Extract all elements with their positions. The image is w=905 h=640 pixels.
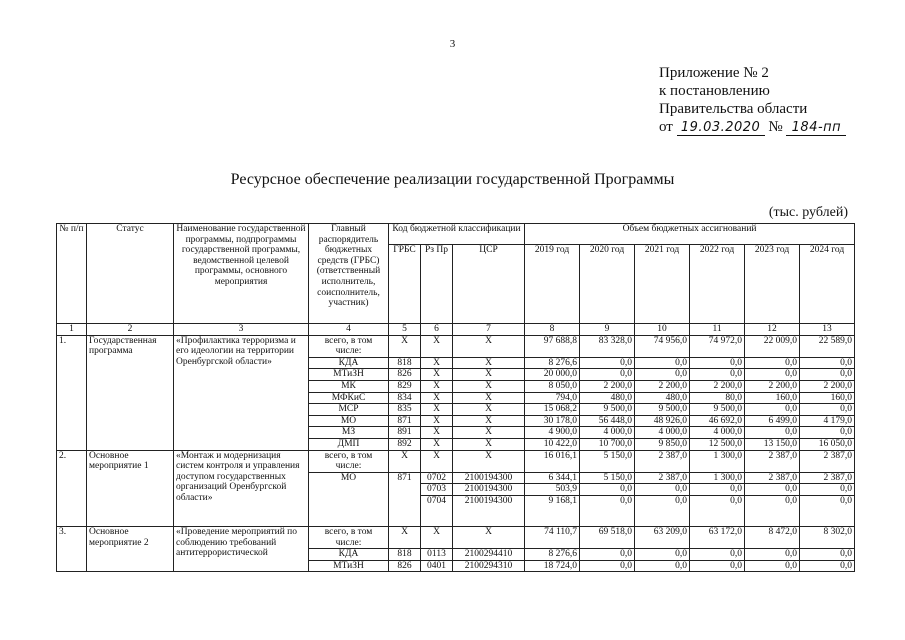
value-cell: 9 500,0 [580,404,635,416]
value-cell: 2 387,0 [745,472,800,484]
csr-cell: 2100194300 [453,484,525,496]
value-cell: 0,0 [800,357,855,369]
value-cell: 1 300,0 [690,450,745,472]
value-cell: 0,0 [635,495,690,526]
rzpr-cell: Х [421,415,453,427]
value-cell: 794,0 [525,392,580,404]
rzpr-cell: Х [421,380,453,392]
value-cell: 30 178,0 [525,415,580,427]
row-name: «Монтаж и модернизация систем контроля и управления доступом государственных организаций Оренбургской области» [174,450,309,526]
table-row [57,526,855,548]
row-name: «Профилактика терроризма и его идеологии на территории Оренбургской области» [174,335,309,450]
grbs-code-cell: 834 [389,392,421,404]
value-cell: 0,0 [580,495,635,526]
row-number: 2. [57,450,87,526]
value-cell: 10 422,0 [525,438,580,450]
appendix-date-line [659,118,846,136]
csr-cell: Х [453,335,525,357]
header-grbs-code: ГРБС [389,245,421,324]
column-number-row [57,324,855,336]
grbs-cell [309,484,389,496]
column-number: 3 [174,324,309,336]
value-cell: 6 344,1 [525,472,580,484]
header-grbs: Главный распорядитель бюджетных средств (ГРБС) (ответственный исполнитель, соисполнитель, участник) [309,224,389,324]
row-name: «Проведение мероприятий по соблюдению требований антитеррористической [174,526,309,571]
grbs-code-cell: Х [389,526,421,548]
value-cell: 0,0 [800,549,855,561]
header-rzpr: Рз Пр [421,245,453,324]
value-cell: 0,0 [635,357,690,369]
value-cell: 2 387,0 [800,472,855,484]
resource-table [56,223,855,572]
value-cell: 18 724,0 [525,560,580,572]
csr-cell: 2100194300 [453,495,525,526]
value-cell: 4 000,0 [580,427,635,439]
column-number: 11 [690,324,745,336]
grbs-code-cell [389,495,421,526]
value-cell: 63 172,0 [690,526,745,548]
value-cell: 5 150,0 [580,450,635,472]
value-cell: 0,0 [800,369,855,381]
value-cell: 0,0 [800,495,855,526]
value-cell: 480,0 [635,392,690,404]
value-cell: 0,0 [580,560,635,572]
value-cell: 0,0 [635,369,690,381]
grbs-cell: всего, в том числе: [309,335,389,357]
date-prefix: от [659,119,673,135]
grbs-cell: КДА [309,549,389,561]
csr-cell: Х [453,404,525,416]
value-cell: 2 200,0 [745,380,800,392]
header-code-group: Код бюджетной классификации [389,224,525,245]
column-number: 6 [421,324,453,336]
value-cell: 8 302,0 [800,526,855,548]
value-cell: 0,0 [745,357,800,369]
column-number: 2 [87,324,174,336]
value-cell: 13 150,0 [745,438,800,450]
row-status: Основное мероприятие 1 [87,450,174,526]
value-cell: 74 956,0 [635,335,690,357]
handwritten-number: 184-пп [786,121,846,136]
rzpr-cell: 0703 [421,484,453,496]
value-cell: 1 300,0 [690,472,745,484]
csr-cell: Х [453,392,525,404]
value-cell: 8 276,6 [525,549,580,561]
value-cell: 2 200,0 [580,380,635,392]
value-cell: 0,0 [745,495,800,526]
grbs-cell: МЗ [309,427,389,439]
table-row [57,450,855,472]
value-cell: 0,0 [635,549,690,561]
value-cell: 8 276,6 [525,357,580,369]
value-cell: 0,0 [800,404,855,416]
value-cell: 0,0 [690,549,745,561]
value-cell: 4 000,0 [690,427,745,439]
rzpr-cell: Х [421,335,453,357]
value-cell: 0,0 [580,549,635,561]
value-cell: 503,9 [525,484,580,496]
grbs-code-cell: 818 [389,357,421,369]
rzpr-cell: Х [421,392,453,404]
value-cell: 12 500,0 [690,438,745,450]
value-cell: 8 472,0 [745,526,800,548]
document-title: Ресурсное обеспечение реализации государственной Программы [230,171,675,188]
grbs-cell: всего, в том числе: [309,450,389,472]
value-cell: 16 050,0 [800,438,855,450]
rzpr-cell: 0704 [421,495,453,526]
rzpr-cell: 0702 [421,472,453,484]
value-cell: 0,0 [690,484,745,496]
value-cell: 74 972,0 [690,335,745,357]
value-cell: 0,0 [690,369,745,381]
csr-cell: 2100194300 [453,472,525,484]
value-cell: 2 387,0 [745,450,800,472]
rzpr-cell: Х [421,357,453,369]
header-year: 2023 год [745,245,800,324]
grbs-code-cell: 829 [389,380,421,392]
value-cell: 69 518,0 [580,526,635,548]
value-cell: 0,0 [800,560,855,572]
value-cell: 0,0 [635,484,690,496]
header-num: № п/п [57,224,87,324]
column-number: 12 [745,324,800,336]
value-cell: 4 900,0 [525,427,580,439]
column-number: 13 [800,324,855,336]
rzpr-cell: 0401 [421,560,453,572]
column-number: 1 [57,324,87,336]
value-cell: 97 688,8 [525,335,580,357]
csr-cell: Х [453,427,525,439]
header-csr: ЦСР [453,245,525,324]
appendix-line-3: Правительства области [659,101,808,117]
value-cell: 20 000,0 [525,369,580,381]
value-cell: 22 589,0 [800,335,855,357]
value-cell: 6 499,0 [745,415,800,427]
value-cell: 0,0 [745,549,800,561]
rzpr-cell: Х [421,526,453,548]
value-cell: 0,0 [635,560,690,572]
value-cell: 9 850,0 [635,438,690,450]
grbs-cell: МФКиС [309,392,389,404]
grbs-cell: МК [309,380,389,392]
grbs-code-cell: 818 [389,549,421,561]
grbs-cell: ДМП [309,438,389,450]
grbs-code-cell: 826 [389,369,421,381]
value-cell: 83 328,0 [580,335,635,357]
column-number: 10 [635,324,690,336]
header-year: 2024 год [800,245,855,324]
value-cell: 8 050,0 [525,380,580,392]
appendix-line-1: Приложение № 2 [659,65,769,81]
value-cell: 2 200,0 [635,380,690,392]
value-cell: 2 200,0 [800,380,855,392]
csr-cell: Х [453,438,525,450]
value-cell: 0,0 [580,484,635,496]
column-number: 8 [525,324,580,336]
value-cell: 46 692,0 [690,415,745,427]
row-status: Государственная программа [87,335,174,450]
units-label: (тыс. рублей) [768,205,848,220]
grbs-code-cell: 892 [389,438,421,450]
column-number: 4 [309,324,389,336]
grbs-code-cell: 891 [389,427,421,439]
value-cell: 2 387,0 [800,450,855,472]
header-status: Статус [87,224,174,324]
csr-cell: 2100294310 [453,560,525,572]
value-cell: 160,0 [745,392,800,404]
csr-cell: Х [453,415,525,427]
grbs-cell [309,495,389,526]
column-number: 7 [453,324,525,336]
value-cell: 48 926,0 [635,415,690,427]
rzpr-cell: Х [421,450,453,472]
value-cell: 160,0 [800,392,855,404]
grbs-cell: КДА [309,357,389,369]
value-cell: 0,0 [690,495,745,526]
value-cell: 0,0 [745,484,800,496]
grbs-cell: всего, в том числе: [309,526,389,548]
value-cell: 74 110,7 [525,526,580,548]
csr-cell: 2100294410 [453,549,525,561]
value-cell: 9 500,0 [635,404,690,416]
header-name: Наименование государственной программы, подпрограммы государственной программы, ведомственной целевой программы, основного мероприятия [174,224,309,324]
header-year: 2022 год [690,245,745,324]
handwritten-date: 19.03.2020 [677,121,765,136]
value-cell: 16 016,1 [525,450,580,472]
value-cell: 2 387,0 [635,450,690,472]
value-cell: 2 387,0 [635,472,690,484]
grbs-cell: МТиЗН [309,560,389,572]
value-cell: 22 009,0 [745,335,800,357]
value-cell: 0,0 [690,560,745,572]
value-cell: 0,0 [745,560,800,572]
value-cell: 9 500,0 [690,404,745,416]
value-cell: 0,0 [745,404,800,416]
value-cell: 5 150,0 [580,472,635,484]
grbs-code-cell: 826 [389,560,421,572]
header-year: 2019 год [525,245,580,324]
value-cell: 0,0 [800,484,855,496]
csr-cell: Х [453,357,525,369]
grbs-code-cell: 871 [389,415,421,427]
value-cell: 9 168,1 [525,495,580,526]
rzpr-cell: Х [421,404,453,416]
value-cell: 0,0 [745,427,800,439]
rzpr-cell: Х [421,427,453,439]
value-cell: 56 448,0 [580,415,635,427]
csr-cell: Х [453,369,525,381]
grbs-code-cell: Х [389,450,421,472]
page-number: 3 [449,38,456,50]
value-cell: 0,0 [800,427,855,439]
value-cell: 4 000,0 [635,427,690,439]
rzpr-cell: 0113 [421,549,453,561]
grbs-code-cell [389,484,421,496]
header-year: 2021 год [635,245,690,324]
column-number: 5 [389,324,421,336]
column-number: 9 [580,324,635,336]
value-cell: 4 179,0 [800,415,855,427]
grbs-code-cell: Х [389,335,421,357]
table-row [57,335,855,357]
appendix-block [659,64,846,136]
value-cell: 480,0 [580,392,635,404]
value-cell: 10 700,0 [580,438,635,450]
value-cell: 15 068,2 [525,404,580,416]
header-year: 2020 год [580,245,635,324]
number-sign: № [768,119,783,135]
row-number: 1. [57,335,87,450]
value-cell: 0,0 [745,369,800,381]
value-cell: 0,0 [580,357,635,369]
grbs-cell: МТиЗН [309,369,389,381]
value-cell: 0,0 [690,357,745,369]
value-cell: 0,0 [580,369,635,381]
grbs-code-cell: 871 [389,472,421,484]
row-number: 3. [57,526,87,571]
grbs-cell: МО [309,415,389,427]
rzpr-cell: Х [421,438,453,450]
row-status: Основное мероприятие 2 [87,526,174,571]
csr-cell: Х [453,380,525,392]
header-volume-group: Объем бюджетных ассигнований [525,224,855,245]
grbs-code-cell: 835 [389,404,421,416]
grbs-cell: МСР [309,404,389,416]
csr-cell: Х [453,450,525,472]
value-cell: 2 200,0 [690,380,745,392]
rzpr-cell: Х [421,369,453,381]
csr-cell: Х [453,526,525,548]
appendix-line-2: к постановлению [659,83,770,99]
value-cell: 80,0 [690,392,745,404]
grbs-cell: МО [309,472,389,484]
value-cell: 63 209,0 [635,526,690,548]
